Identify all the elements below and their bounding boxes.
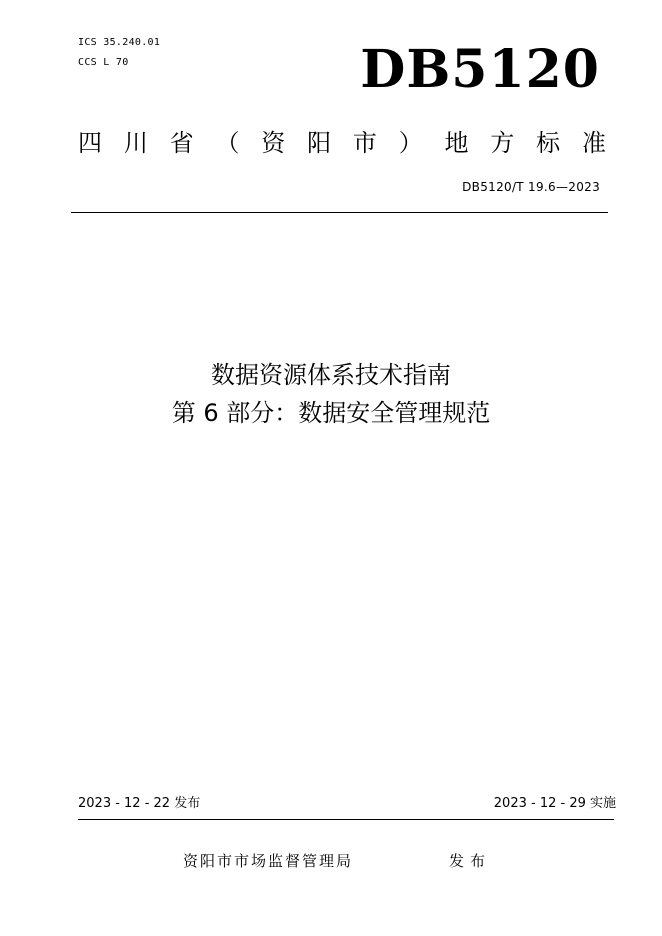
standard-number: DB5120/T 19.6—2023 (462, 180, 600, 194)
standard-type-char: 方 (490, 129, 515, 157)
standard-type-char: 川 (123, 129, 148, 157)
standard-type-char: 准 (581, 129, 606, 157)
standard-code-logo: DB5120 (360, 39, 600, 100)
document-title-line2: 第 6 部分：数据安全管理规范 (171, 399, 491, 427)
issue-label: 发布 (449, 852, 492, 870)
top-divider (71, 212, 608, 213)
standard-type-char: ） (398, 129, 423, 157)
standard-type-char: 市 (352, 129, 377, 157)
standard-type-char: 标 (536, 129, 561, 157)
document-title-line1: 数据资源体系技术指南 (211, 361, 451, 389)
ics-code: ICS 35.240.01 (78, 37, 161, 48)
ccs-code: CCS L 70 (78, 57, 129, 68)
standard-type-char: 阳 (307, 129, 332, 157)
issuing-authority: 资阳市市场监督管理局 (183, 852, 354, 870)
implement-date: 2023 - 12 - 29 实施 (493, 796, 616, 811)
standard-type-char: 资 (261, 129, 286, 157)
bottom-divider (78, 819, 614, 820)
standard-type-char: 四 (78, 129, 102, 157)
standard-type-char: 省 (169, 129, 194, 157)
publish-date: 2023 - 12 - 22 发布 (78, 796, 201, 811)
standard-type-char: （ (215, 129, 240, 157)
standard-type-char: 地 (444, 129, 469, 157)
standard-type-heading (78, 126, 606, 160)
